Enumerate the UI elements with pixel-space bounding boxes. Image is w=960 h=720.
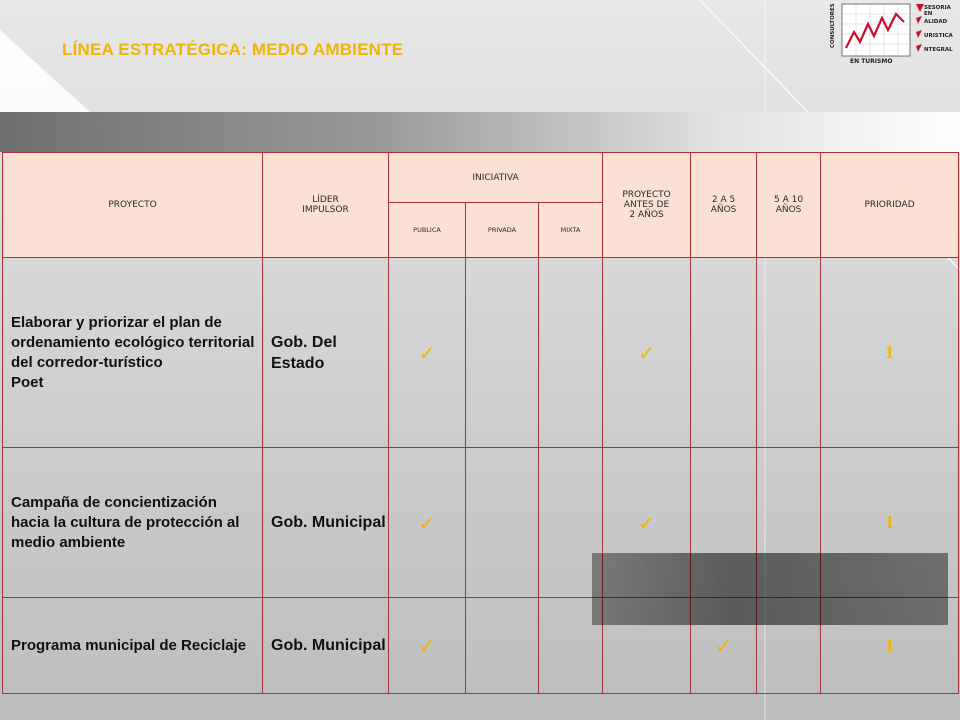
publica-check-icon: ✓	[389, 448, 466, 598]
lider-cell	[263, 598, 389, 694]
cinco-diez-cell	[757, 258, 821, 448]
project-cell	[3, 448, 263, 598]
header-mixta: MIXTA	[539, 203, 603, 258]
antes-check-icon: ✓	[603, 448, 691, 598]
privada-cell	[466, 258, 539, 448]
company-logo	[832, 2, 958, 66]
header-iniciativa: INICIATIVA	[389, 153, 603, 203]
header-antes: PROYECTO ANTES DE 2 AÑOS	[603, 153, 691, 258]
antes-check-icon: ✓	[603, 258, 691, 448]
priority-value: 1	[821, 258, 959, 448]
lider-text: Gob. Municipal	[271, 514, 386, 531]
dos-cinco-check-icon: ✓	[691, 598, 757, 694]
logo-word-3: URISTICA	[924, 33, 953, 39]
header-cinco-diez: 5 A 10 AÑOS	[757, 153, 821, 258]
header-dos-cinco: 2 A 5 AÑOS	[691, 153, 757, 258]
lider-text: Gob. Del Estado	[271, 333, 337, 372]
project-text: Programa municipal de Reciclaje	[11, 636, 247, 654]
decorative-band	[592, 553, 948, 625]
header-band	[0, 112, 960, 152]
mixta-cell	[539, 258, 603, 448]
priority-value: 1	[821, 598, 959, 694]
header-proyecto: PROYECTO	[3, 153, 263, 258]
publica-check-icon: ✓	[389, 258, 466, 448]
lider-cell	[263, 258, 389, 448]
lider-cell	[263, 448, 389, 598]
publica-check-icon: ✓	[389, 598, 466, 694]
header-prioridad: PRIORIDAD	[821, 153, 959, 258]
logo-word-4: NTEGRAL	[924, 47, 953, 53]
lider-text: Gob. Municipal	[271, 637, 386, 654]
logo-vertical-text: CONSULTORES	[830, 3, 836, 48]
header-publica: PUBLICA	[389, 203, 466, 258]
logo-word-2: ALIDAD	[924, 19, 948, 25]
dos-cinco-cell	[691, 258, 757, 448]
project-cell	[3, 598, 263, 694]
privada-cell	[466, 598, 539, 694]
project-cell	[3, 258, 263, 448]
table-row	[3, 258, 959, 448]
header-lider: LÍDER IMPULSOR	[263, 153, 389, 258]
logo-bottom-text: EN TURISMO	[850, 58, 893, 65]
header-privada: PRIVADA	[466, 203, 539, 258]
priority-value: 1	[821, 448, 959, 598]
project-text: Campaña de concientización hacia la cultura de protección al medio ambiente	[11, 493, 240, 551]
page-title: LÍNEA ESTRATÉGICA: MEDIO AMBIENTE	[62, 40, 404, 59]
project-text: Elaborar y priorizar el plan de ordenamiento ecológico territorial del corredor-turístico Poet	[11, 313, 255, 391]
privada-cell	[466, 448, 539, 598]
logo-word-1: SESORIA EN	[924, 5, 951, 17]
